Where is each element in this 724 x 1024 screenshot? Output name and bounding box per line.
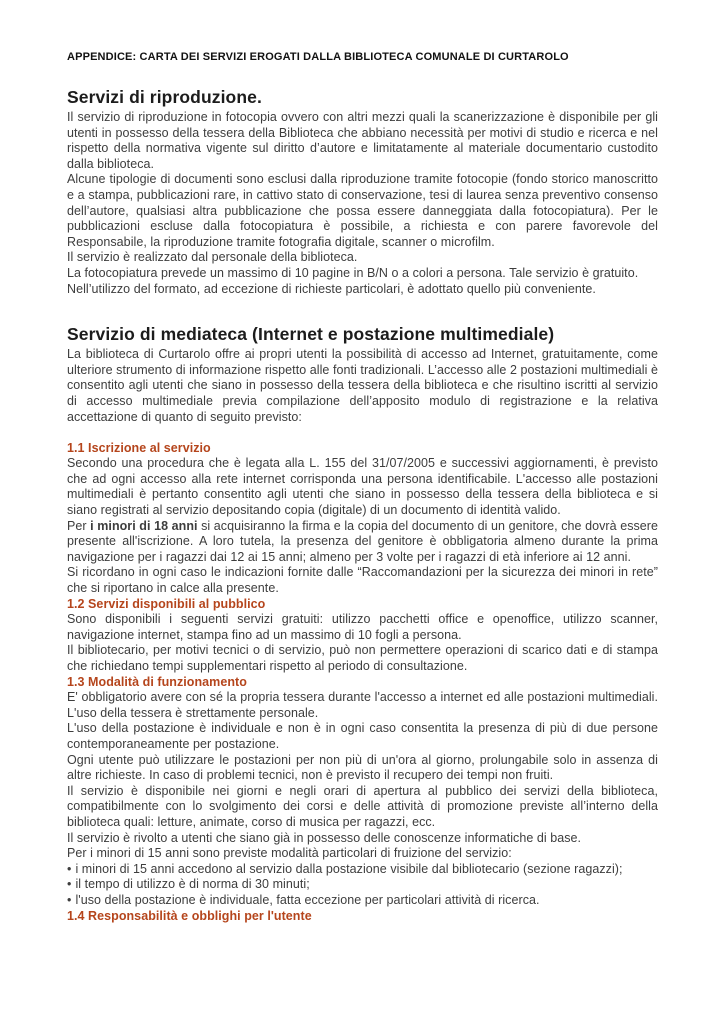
- section-title-riproduzione: Servizi di riproduzione.: [67, 87, 262, 107]
- bullet-text: l'uso della postazione è individuale, fatta eccezione per particolari attività di ricerca.: [75, 892, 540, 907]
- paragraph-riproduzione-3: Il servizio è realizzato dal personale della biblioteca.: [67, 250, 358, 265]
- paragraph-mediateca-intro: La biblioteca di Curtarolo offre ai propri utenti la possibilità di accesso ad Internet, gratuitamente, come ulteriore strumento di informazione rispetto alle fonti tradizionali. L’accesso alle 2 postazioni multimediali è consentito agli utenti che siano in possesso della tessera della biblioteca e che risultino iscritti al servizio di accesso multimediale previa compilazione dell’apposito modulo di registrazione e la relativa accettazione di quanto di seguito previsto:: [67, 347, 658, 424]
- paragraph-1-1-b-rest: si acquisiranno la firma e la copia del documento di un genitore, che dovrà essere presente all'iscrizione. A loro tutela, la presenza del genitore è obbligatoria almeno durante la prima navigazione per i ragazzi dai 12 ai 15 anni; almeno per 3 volte per i ragazzi di età inferiore ai 12 anni.: [67, 518, 659, 564]
- paragraph-riproduzione-4: La fotocopiatura prevede un massimo di 10 pagine in B/N o a colori a persona. Tale servizio è gratuito.: [67, 265, 639, 280]
- section-title-mediateca: Servizio di mediateca (Internet e postazione multimediale): [67, 324, 555, 345]
- bullet-icon: •: [67, 877, 72, 892]
- paragraph-riproduzione-2: Alcune tipologie di documenti sono esclusi dalla riproduzione tramite fotocopie (fondo storico manoscritto e a stampa, pubblicazioni rare, in cattivo stato di conservazione, tesi di laurea senza preventivo consenso dell’autore, qualsiasi altra pubblicazione che possa essere danneggiata dalla fotocopiatura). Per le pubblicazioni escluse dalla fotocopiatura è possibile, a richiesta e con parere favorevole del Responsabile, la riproduzione tramite fotografia digitale, scanner o microfilm.: [67, 172, 658, 249]
- paragraph-1-1-c: Si ricordano in ogni caso le indicazioni fornite dalle “Raccomandazioni per la sicurezza dei minori in rete” che si riportano in calce alla presente.: [67, 565, 658, 596]
- subsection-title-1-1: 1.1 Iscrizione al servizio: [67, 440, 211, 455]
- bullet-item-tempo-utilizzo: [67, 877, 658, 893]
- paragraph-1-3-c: Ogni utente può utilizzare le postazioni per non più di un'ora al giorno, prolungabile solo in assenza di altre richieste. In caso di problemi tecnici, non è previsto il recupero dei tempi non fruiti.: [67, 752, 658, 783]
- bullet-item-uso-individuale: [67, 893, 658, 909]
- bullet-icon: •: [67, 861, 72, 876]
- paragraph-riproduzione-5: Nell’utilizzo del formato, ad eccezione di richieste particolari, è adottato quello più conveniente.: [67, 281, 596, 296]
- paragraph-1-3-f: Per i minori di 15 anni sono previste modalità particolari di fruizione del servizio:: [67, 846, 512, 861]
- paragraph-riproduzione-1: Il servizio di riproduzione in fotocopia ovvero con altri mezzi quali la scanerizzazione è disponibile per gli utenti in possesso della tessera della Biblioteca che abbiano necessità per motivi di studio e ricerca e nel rispetto della normativa vigente sul diritto d’autore e limitatamente al materiale documentario custodito dalla biblioteca.: [67, 110, 658, 171]
- bold-minori-18-anni: i minori di 18 anni: [90, 518, 198, 533]
- paragraph-1-3-a: E' obbligatorio avere con sé la propria tessera durante l'accesso a internet ed alle postazioni multimediali. L'uso della tessera è strettamente personale.: [67, 690, 658, 720]
- subsection-title-1-3: 1.3 Modalità di funzionamento: [67, 674, 247, 689]
- section-mediateca: [67, 324, 658, 924]
- paragraph-1-1-a: Secondo una procedura che è legata alla L. 155 del 31/07/2005 e successivi aggiornamenti, è previsto che ad ogni accesso alla rete internet corrisponda una persona identificabile. L'accesso alle postazioni multimediali è pertanto consentito agli utenti che siano in possesso della tessera della biblioteca e si siano registrati al servizio depositando copia (digitale) di un documento di identità valido.: [67, 456, 658, 518]
- bullet-item-postazione-visibile: [67, 862, 658, 878]
- paragraph-1-3-b: L'uso della postazione è individuale e non è in ogni caso consentita la presenza di più di due persone contemporaneamente per postazione.: [67, 721, 658, 751]
- section-riproduzione: [67, 87, 658, 297]
- subsection-title-1-4: 1.4 Responsabilità e obblighi per l'utente: [67, 908, 312, 923]
- document-header: APPENDICE: CARTA DEI SERVIZI EROGATI DALLA BIBLIOTECA COMUNALE DI CURTAROLO: [67, 51, 569, 63]
- paragraph-1-3-e: Il servizio è rivolto a utenti che siano già in possesso delle conoscenze informatiche di base.: [67, 830, 582, 845]
- paragraph-1-3-d: Il servizio è disponibile nei giorni e negli orari di apertura al pubblico dei servizi della biblioteca, compatibilmente con lo svolgimento dei corsi e delle attività di promozione previste all’interno della biblioteca quali: letture, animate, corso di musica per ragazzi, ecc.: [67, 783, 658, 829]
- paragraph-1-1-b: [67, 519, 658, 566]
- paragraph-1-2-a: Sono disponibili i seguenti servizi gratuiti: utilizzo pacchetti office e openoffice, utilizzo scanner, navigazione internet, stampa fino ad un massimo di 10 fogli a persona.: [67, 612, 658, 642]
- bullet-icon: •: [67, 892, 72, 907]
- bullet-text: il tempo di utilizzo è di norma di 30 minuti;: [75, 877, 310, 892]
- paragraph-1-2-b: Il bibliotecario, per motivi tecnici o di servizio, può non permettere operazioni di scarico dati e di stampa che richiedano tempi supplementari rispetto al periodo di consultazione.: [67, 643, 658, 673]
- paragraph-1-1-b-prefix: Per: [67, 518, 91, 533]
- subsection-title-1-2: 1.2 Servizi disponibili al pubblico: [67, 596, 266, 611]
- bullet-text: i minori di 15 anni accedono al servizio dalla postazione visibile dal bibliotecario (sezione ragazzi);: [75, 861, 623, 876]
